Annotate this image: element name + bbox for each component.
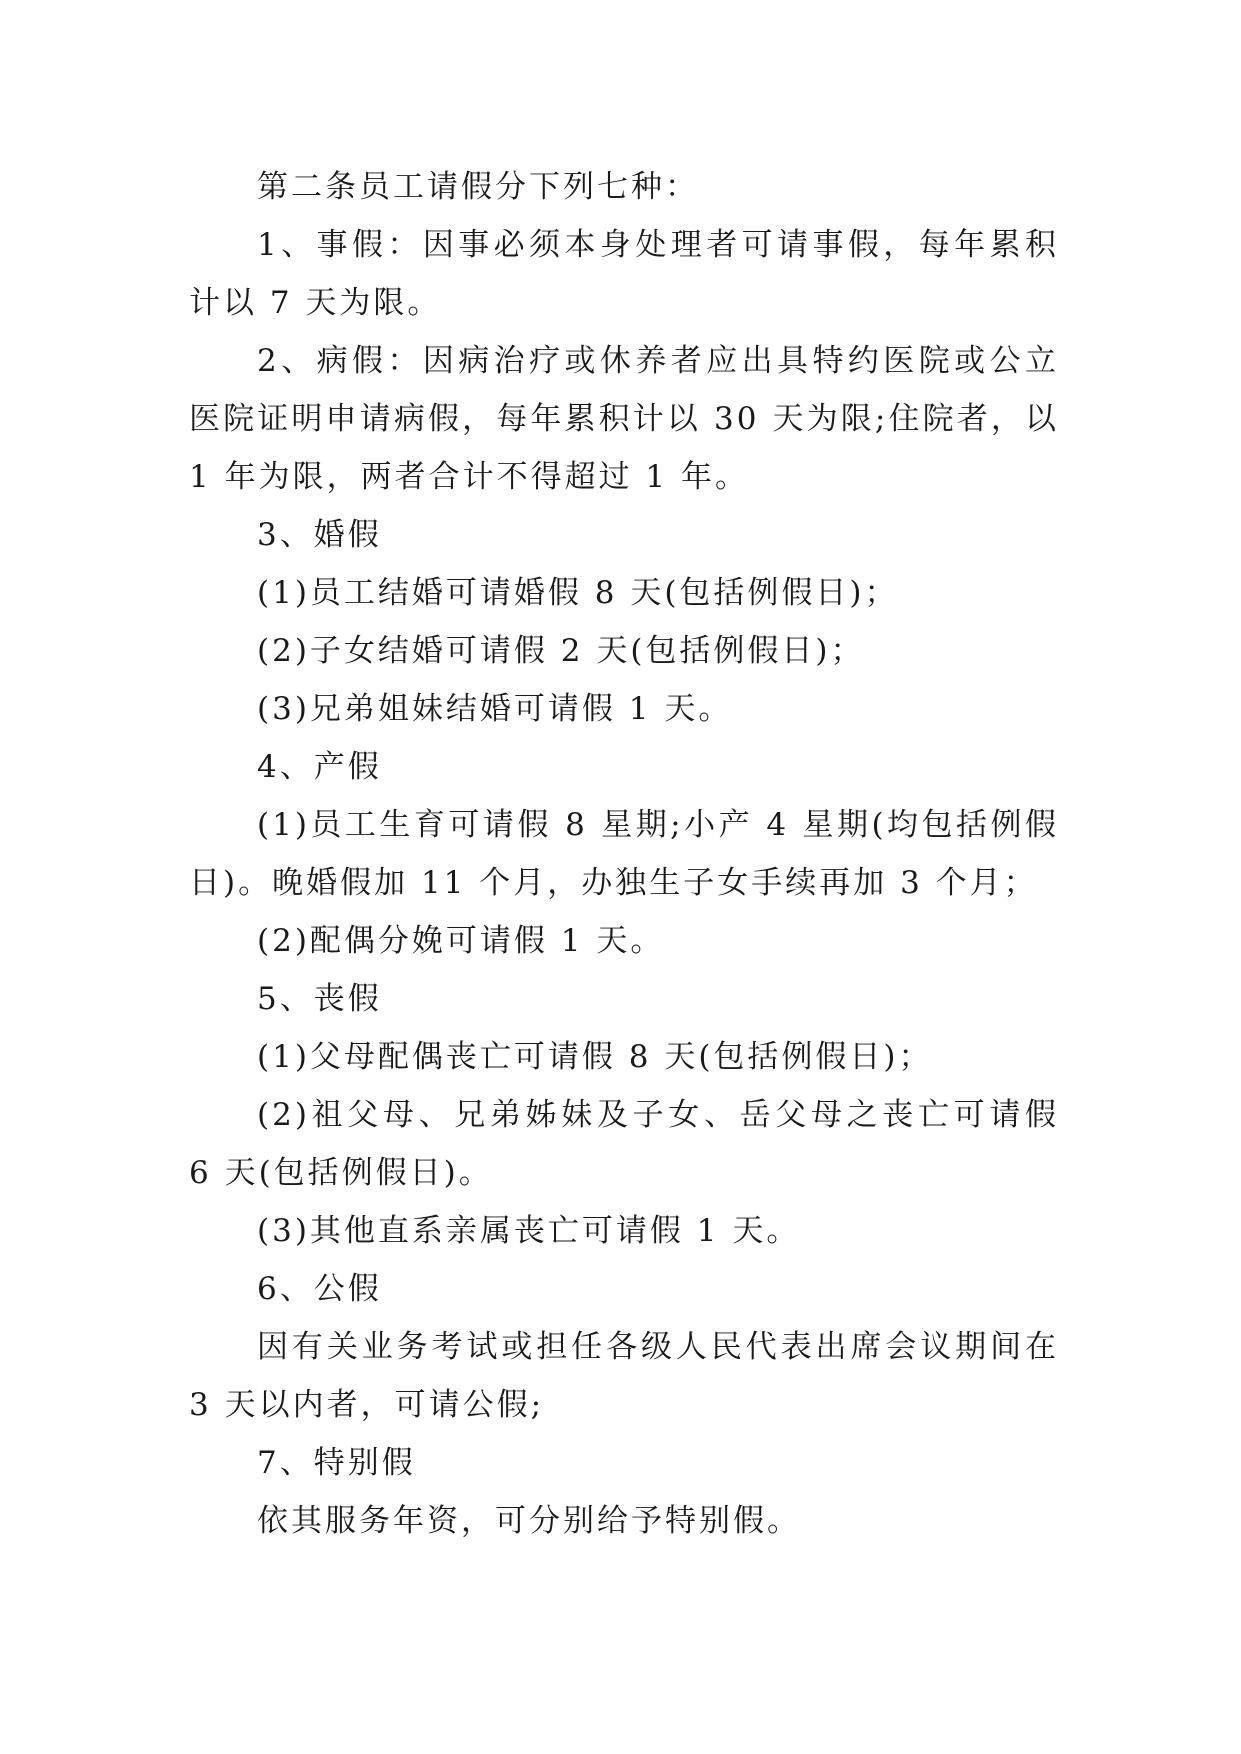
paragraph-bereavement-1: (1)父母配偶丧亡可请假 8 天(包括例假日)； [257,1039,933,1075]
paragraph-maternity-2: (2)配偶分娩可请假 1 天。 [257,923,665,959]
heading-maternity-leave: 4、产假 [257,749,382,785]
heading-bereavement-leave: 5、丧假 [257,981,382,1017]
paragraph-marriage-3: (3)兄弟姐妹结婚可请假 1 天。 [257,691,733,727]
heading-marriage-leave: 3、婚假 [257,517,382,553]
paragraph-bereavement-2: (2)祖父母、兄弟姊妹及子女、岳父母之丧亡可请假 6 天(包括例假日)。 [189,1097,1059,1191]
paragraph-marriage-2: (2)子女结婚可请假 2 天(包括例假日)； [257,633,865,669]
paragraph-personal-leave: 1、事假：因事必须本身处理者可请事假，每年累积计以 7 天为限。 [189,227,1059,321]
paragraph-official-leave: 因有关业务考试或担任各级人民代表出席会议期间在 3 天以内者，可请公假; [189,1329,1059,1423]
paragraph-maternity-1: (1)员工生育可请假 8 星期;小产 4 星期(均包括例假日)。晚婚假加 11 个月，办独生子女手续再加 3 个月； [189,807,1059,901]
heading-special-leave: 7、特别假 [257,1445,416,1481]
paragraph-article-2: 第二条员工请假分下列七种： [257,169,699,205]
paragraph-bereavement-3: (3)其他直系亲属丧亡可请假 1 天。 [257,1213,801,1249]
document-body [189,158,1059,1550]
paragraph-sick-leave: 2、病假：因病治疗或休养者应出具特约医院或公立医院证明申请病假，每年累积计以 30 天为限;住院者，以 1 年为限，两者合计不得超过 1 年。 [189,343,1059,495]
heading-official-leave: 6、公假 [257,1271,382,1307]
paragraph-special-leave: 依其服务年资，可分别给予特别假。 [257,1503,801,1539]
paragraph-marriage-1: (1)员工结婚可请婚假 8 天(包括例假日)； [257,575,899,611]
